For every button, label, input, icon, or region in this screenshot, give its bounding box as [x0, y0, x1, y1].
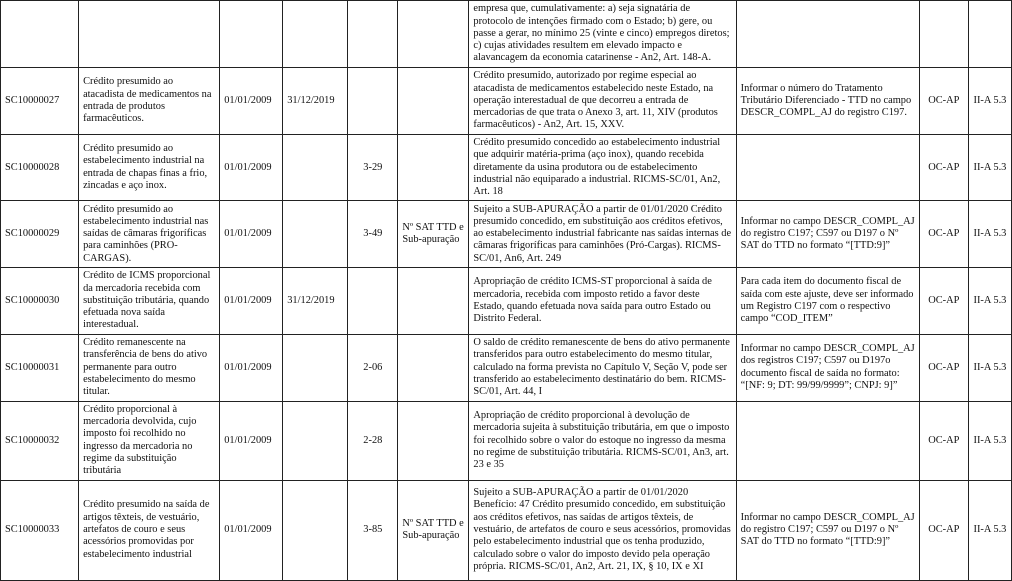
code-cell: SC10000033 — [1, 480, 79, 580]
end-date-cell — [283, 334, 348, 401]
instructions-cell — [736, 1, 919, 68]
legal-basis-cell: Sujeito a SUB-APURAÇÃO a partir de 01/01/2020 Crédito presumido concedido, em substituição aos créditos efetivos, ao estabelecimento industrial fabricante nas saídas internas de câmaras frigoríficas para caminhões (Pró-Cargas). RICMS-SC/01, An6, Art. 249 — [469, 201, 736, 268]
description-cell: Crédito presumido ao estabelecimento industrial na entrada de chapas finas a frio, zincadas e aço inox. — [79, 135, 220, 201]
instructions-cell: Informar no campo DESCR_COMPL_AJ do registro C197; C597 ou D197 o Nº SAT do TTD no formato “[TTD:9]” — [736, 201, 919, 268]
instructions-cell: Informar no campo DESCR_COMPL_AJ dos registros C197; C597 ou D197o documento fiscal de saída no formato: “[NF: 9; DT: 99/99/9999”; CNPJ: 9]” — [736, 334, 919, 401]
number-cell: 2-28 — [348, 401, 398, 480]
code-cell — [1, 1, 79, 68]
description-cell: Crédito presumido na saída de artigos têxteis, de vestuário, artefatos de couro e seus acessórios promovidas por estabelecimento industrial — [79, 480, 220, 580]
sat-cell — [398, 1, 469, 68]
legal-basis-cell: Apropriação de crédito proporcional à devolução de mercadoria sujeita à substituição tributária, em que o imposto foi recolhido sobre o valor do estoque no ingresso da mesma no regime de substituição tributária. RICMS-SC/01, An3, art. 23 e 35 — [469, 401, 736, 480]
number-cell: 3-49 — [348, 201, 398, 268]
start-date-cell: 01/01/2009 — [220, 268, 283, 334]
annex-cell — [968, 1, 1011, 68]
number-cell: 2-06 — [348, 334, 398, 401]
oc-cell: OC-AP — [919, 201, 968, 268]
code-cell: SC10000027 — [1, 68, 79, 135]
table-row — [1, 68, 1012, 135]
instructions-cell: Para cada item do documento fiscal de saída com este ajuste, deve ser informado um Registro C197 com o respectivo campo “COD_ITEM” — [736, 268, 919, 334]
description-cell — [79, 1, 220, 68]
instructions-cell — [736, 135, 919, 201]
table-row — [1, 135, 1012, 201]
description-cell: Crédito presumido ao estabelecimento industrial nas saídas de câmaras frigoríficas para caminhões (PRO-CARGAS). — [79, 201, 220, 268]
number-cell — [348, 1, 398, 68]
legal-basis-cell: Sujeito a SUB-APURAÇÃO a partir de 01/01/2020 Benefício: 47 Crédito presumido concedido, em substituição aos créditos efetivos, nas saídas de artigos têxteis, de vestuário, de artefatos de couro e seus acessórios, promovidas pelo estabelecimento industrial que os tenha produzido, calculado sobre o valor do imposto devido pela operação própria. RICMS-SC/01, An2, Art. 21, IX, § 10, IX e XI — [469, 480, 736, 580]
number-cell — [348, 268, 398, 334]
sat-cell — [398, 334, 469, 401]
annex-cell: II-A 5.3 — [968, 401, 1011, 480]
end-date-cell — [283, 201, 348, 268]
code-cell: SC10000029 — [1, 201, 79, 268]
number-cell — [348, 68, 398, 135]
oc-cell: OC-AP — [919, 135, 968, 201]
instructions-cell — [736, 401, 919, 480]
sat-cell — [398, 268, 469, 334]
annex-cell: II-A 5.3 — [968, 334, 1011, 401]
description-cell: Crédito de ICMS proporcional da mercadoria recebida com substituição tributária, quando efetuada nova saída interestadual. — [79, 268, 220, 334]
table-row — [1, 334, 1012, 401]
sat-cell — [398, 401, 469, 480]
oc-cell: OC-AP — [919, 480, 968, 580]
annex-cell: II-A 5.3 — [968, 201, 1011, 268]
instructions-cell: Informar o número do Tratamento Tributário Diferenciado - TTD no campo DESCR_COMPL_AJ do registro C197. — [736, 68, 919, 135]
table-body — [1, 1, 1012, 581]
table-row — [1, 480, 1012, 580]
end-date-cell — [283, 480, 348, 580]
legal-basis-cell: Crédito presumido concedido ao estabelecimento industrial que adquirir matéria-prima (aço inox), quando recebida diretamente da usina produtora ou de estabelecimento industrial não equiparado a industrial. RICMS-SC/01, An2, Art. 18 — [469, 135, 736, 201]
end-date-cell — [283, 401, 348, 480]
description-cell: Crédito remanescente na transferência de bens do ativo permanente para outro estabelecimento do mesmo titular. — [79, 334, 220, 401]
sat-cell: Nº SAT TTD e Sub-apuração — [398, 480, 469, 580]
legal-basis-cell: empresa que, cumulativamente: a) seja signatária de protocolo de intenções firmado com o Estado; b) gere, ou passe a gerar, no mínimo 25 (vinte e cinco) empregos diretos; c) cujas atividades resultem em elevado impacto e alavancagem da economia catarinense - An2, Art. 148-A. — [469, 1, 736, 68]
table-row — [1, 1, 1012, 68]
end-date-cell — [283, 135, 348, 201]
start-date-cell: 01/01/2009 — [220, 401, 283, 480]
end-date-cell: 31/12/2019 — [283, 68, 348, 135]
annex-cell: II-A 5.3 — [968, 68, 1011, 135]
code-cell: SC10000031 — [1, 334, 79, 401]
code-cell: SC10000030 — [1, 268, 79, 334]
table-row — [1, 401, 1012, 480]
start-date-cell — [220, 1, 283, 68]
sat-cell — [398, 135, 469, 201]
oc-cell: OC-AP — [919, 268, 968, 334]
legal-basis-cell: O saldo de crédito remanescente de bens do ativo permanente transferidos para outro estabelecimento do mesmo titular, calculado na forma prevista no Capítulo V, Seção V, pode ser transferido ao estabelecimento destinatário do bem. RICMS- SC/01, Art. 44, I — [469, 334, 736, 401]
number-cell: 3-29 — [348, 135, 398, 201]
end-date-cell — [283, 1, 348, 68]
table-row — [1, 268, 1012, 334]
annex-cell: II-A 5.3 — [968, 135, 1011, 201]
sat-cell — [398, 68, 469, 135]
annex-cell: II-A 5.3 — [968, 268, 1011, 334]
code-cell: SC10000028 — [1, 135, 79, 201]
start-date-cell: 01/01/2009 — [220, 334, 283, 401]
number-cell: 3-85 — [348, 480, 398, 580]
oc-cell — [919, 1, 968, 68]
instructions-cell: Informar no campo DESCR_COMPL_AJ do registro C197; C597 ou D197 o Nº SAT do TTD no formato “[TTD:9]” — [736, 480, 919, 580]
oc-cell: OC-AP — [919, 334, 968, 401]
start-date-cell: 01/01/2009 — [220, 201, 283, 268]
legal-basis-cell: Crédito presumido, autorizado por regime especial ao atacadista de medicamentos estabelecido neste Estado, na operação interestadual de que decorreu a entrada de mercadorias de que trata o Anexo 3, art. 11, XIV (produtos farmacêuticos) - An2, Art. 15, XXV. — [469, 68, 736, 135]
description-cell: Crédito proporcional à mercadoria devolvida, cujo imposto foi recolhido no ingresso da mercadoria no regime da substituição tributária — [79, 401, 220, 480]
start-date-cell: 01/01/2009 — [220, 135, 283, 201]
annex-cell: II-A 5.3 — [968, 480, 1011, 580]
start-date-cell: 01/01/2009 — [220, 480, 283, 580]
code-cell: SC10000032 — [1, 401, 79, 480]
oc-cell: OC-AP — [919, 68, 968, 135]
legal-basis-cell: Apropriação de crédito ICMS-ST proporcional à saída de mercadoria, recebida com imposto retido a favor deste Estado, quando efetuada nova saída para outro Estado ou Distrito Federal. — [469, 268, 736, 334]
table-row — [1, 201, 1012, 268]
sat-cell: Nº SAT TTD e Sub-apuração — [398, 201, 469, 268]
oc-cell: OC-AP — [919, 401, 968, 480]
start-date-cell: 01/01/2009 — [220, 68, 283, 135]
end-date-cell: 31/12/2019 — [283, 268, 348, 334]
description-cell: Crédito presumido ao atacadista de medicamentos na entrada de produtos farmacêuticos. — [79, 68, 220, 135]
